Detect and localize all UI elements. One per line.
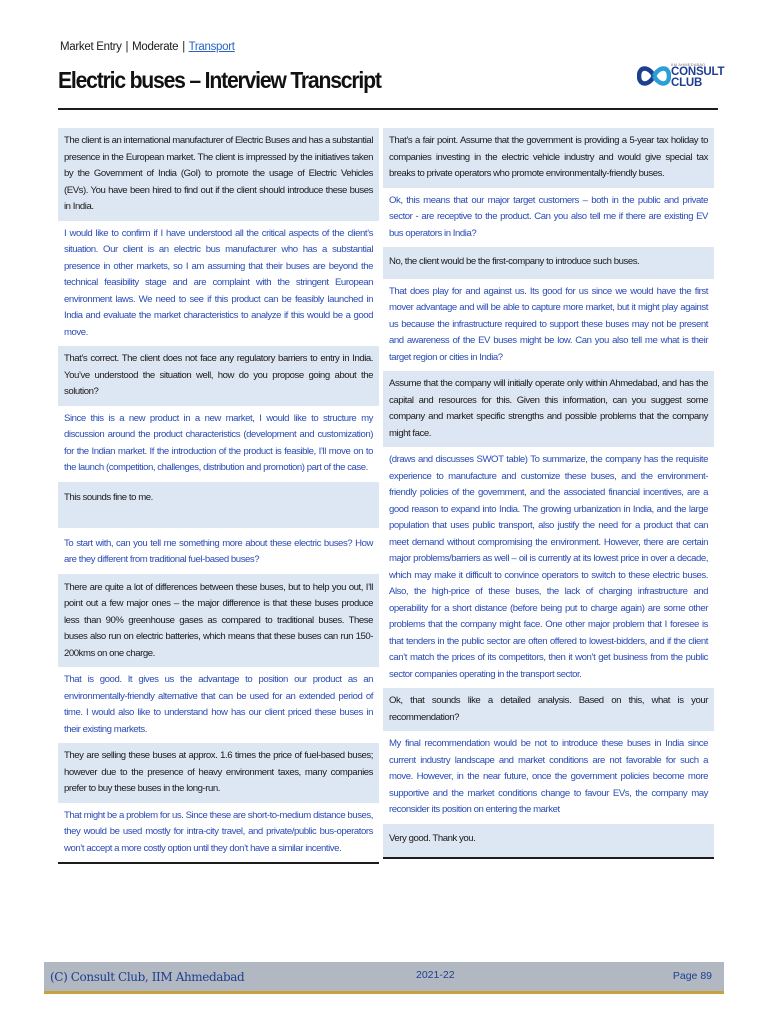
page-title: Electric buses – Interview Transcript (58, 67, 381, 93)
candidate-turn: (draws and discusses SWOT table) To summarize, the company has the requisite experience to manufacture and customize these buses, and the environment-friendly policies of the government, and the associated financial incentives, are a good reason to expand into India. The growing urbanization in India, and the large population that uses public transport, also justify the need for a product that can meet demand without compromising the environment. However, there are certain major problems/barriers as well – oil is currently at its lowest price in over a decade, which may make it difficult to convince operators to switch to these electric buses. Also, the high-price of these buses, the lack of charging infrastructure and operability for a short distance (before being put to charge again) are some other problems that the company might face. One other major problem that I foresee is that tenders in the public sector are often offered to lowest-bidders, and if the client can’t match the prices of its competitors, then it won’t get business from the public sector companies operating in the transport sector. (383, 447, 714, 688)
logo-wordmark (671, 67, 724, 89)
interviewer-turn: That’s a fair point. Assume that the government is providing a 5-year tax holiday to companies investing in the electric vehicle industry and would give special tax breaks to private operators who promote environmentally-friendly buses. (383, 128, 714, 188)
interviewer-turn: They are selling these buses at approx. 1.6 times the price of fuel-based buses; however due to the presence of heavy environment taxes, many companies prefer to buy these buses in the long-run. (58, 743, 379, 803)
interviewer-turn: This sounds fine to me. (58, 482, 379, 528)
case-type: Market Entry (60, 41, 122, 53)
logo-line-2: CLUB (671, 77, 703, 89)
breadcrumb (60, 41, 235, 53)
column-end-rule (58, 862, 379, 864)
candidate-turn: My final recommendation would be not to introduce these buses in India since current industry landscape and market conditions are not favorable for such a move. However, in the near future, once the government policies become more supportive and the market conditions change to favour EVs, the company may reconsider its position on entering the market (383, 731, 714, 824)
interviewer-turn: Very good. Thank you. (383, 824, 714, 858)
interviewer-turn: The client is an international manufacturer of Electric Buses and has a substantial presence in the European market. The client is impressed by the initiatives taken by the Government of India (GoI) to promote the usage of Electric Vehicles (EVs). You have been hired to find out if the client should introduce these buses in India. (58, 128, 379, 221)
interviewer-turn: That’s correct. The client does not face any regulatory barriers to entry in India. You’ve understood the situation well, how do you propose going about the solution? (58, 346, 379, 406)
infinity-logo-icon (637, 62, 671, 90)
candidate-turn: I would like to confirm if I have understood all the critical aspects of the client’s situation. Our client is an electric bus manufacturer who has a substantial presence in other markets, so I am assuming that their buses are beyond the technical feasibility stage and are complaint with the stringent European environment laws. We need to see if this product can be feasibly launched in India and evaluate the market characteristics to analyze if this would be a good move. (58, 221, 379, 347)
candidate-turn: To start with, can you tell me something more about these electric buses? How are they different from traditional fuel-based buses? (58, 528, 379, 574)
candidate-turn: That does play for and against us. Its good for us since we would have the first mover advantage and will be able to capture more market, but it might play against us because the infrastructure required to support these buses may not be present and awareness of the EV buses might be low. Can you also tell me what is their target region or cities in India? (383, 279, 714, 372)
column-end-rule (383, 857, 714, 859)
transcript-column-left (58, 128, 379, 864)
candidate-turn: Ok, this means that our major target customers – both in the public and private sector - are receptive to the product. Can you also tell me if there are existing EV bus operators in India? (383, 188, 714, 248)
footer-year: 2021-22 (416, 969, 455, 981)
page-footer (44, 962, 724, 994)
logo-institute-text: IIM AHMEDABAD (671, 62, 706, 67)
breadcrumb-separator: | (125, 41, 129, 53)
consult-club-logo (637, 60, 725, 94)
difficulty-level: Moderate (132, 41, 179, 53)
interviewer-turn: There are quite a lot of differences between these buses, but to help you out, I’ll point out a few major ones – the major difference is that these buses produce less than 90% greenhouse gases as compared to traditional buses. These buses also run on electric batteries, which means that these buses can run 150-200kms on one charge. (58, 574, 379, 668)
interviewer-turn: Ok, that sounds like a detailed analysis. Based on this, what is your recommendation? (383, 688, 714, 731)
logo-line-1: CONSULT (671, 66, 725, 78)
page-number: Page 89 (672, 970, 712, 982)
header-divider (58, 108, 718, 110)
candidate-turn: That might be a problem for us. Since these are short-to-medium distance buses, they would be used mostly for intra-city travel, and private/public bus-operators won’t accept a more costly option until they don’t have a similar incentive. (58, 803, 379, 863)
footer-accent-rule (44, 991, 724, 994)
sector-link[interactable]: Transport (188, 41, 235, 53)
footer-organization: (C) Consult Club, IIM Ahmedabad (50, 970, 245, 984)
breadcrumb-separator: | (182, 41, 185, 53)
candidate-turn: That is good. It gives us the advantage to position our product as an environmentally-friendly alternative that can be used for an extended period of time. I would also like to understand how has our client priced these buses in their existing markets. (58, 667, 379, 743)
interviewer-turn: Assume that the company will initially operate only within Ahmedabad, and has the capital and resources for this. Given this information, can you suggest some company and market specific strengths and possible problems that the company might face. (383, 371, 714, 447)
interviewer-turn: No, the client would be the first-company to introduce such buses. (383, 247, 714, 279)
candidate-turn: Since this is a new product in a new market, I would like to structure my discussion around the product characteristics (development and customization) for the Indian market. If the introduction of the product is feasible, I’ll move on to the launch (competition, challenges, distribution and promotion) part of the case. (58, 406, 379, 482)
transcript-column-right (383, 128, 714, 859)
